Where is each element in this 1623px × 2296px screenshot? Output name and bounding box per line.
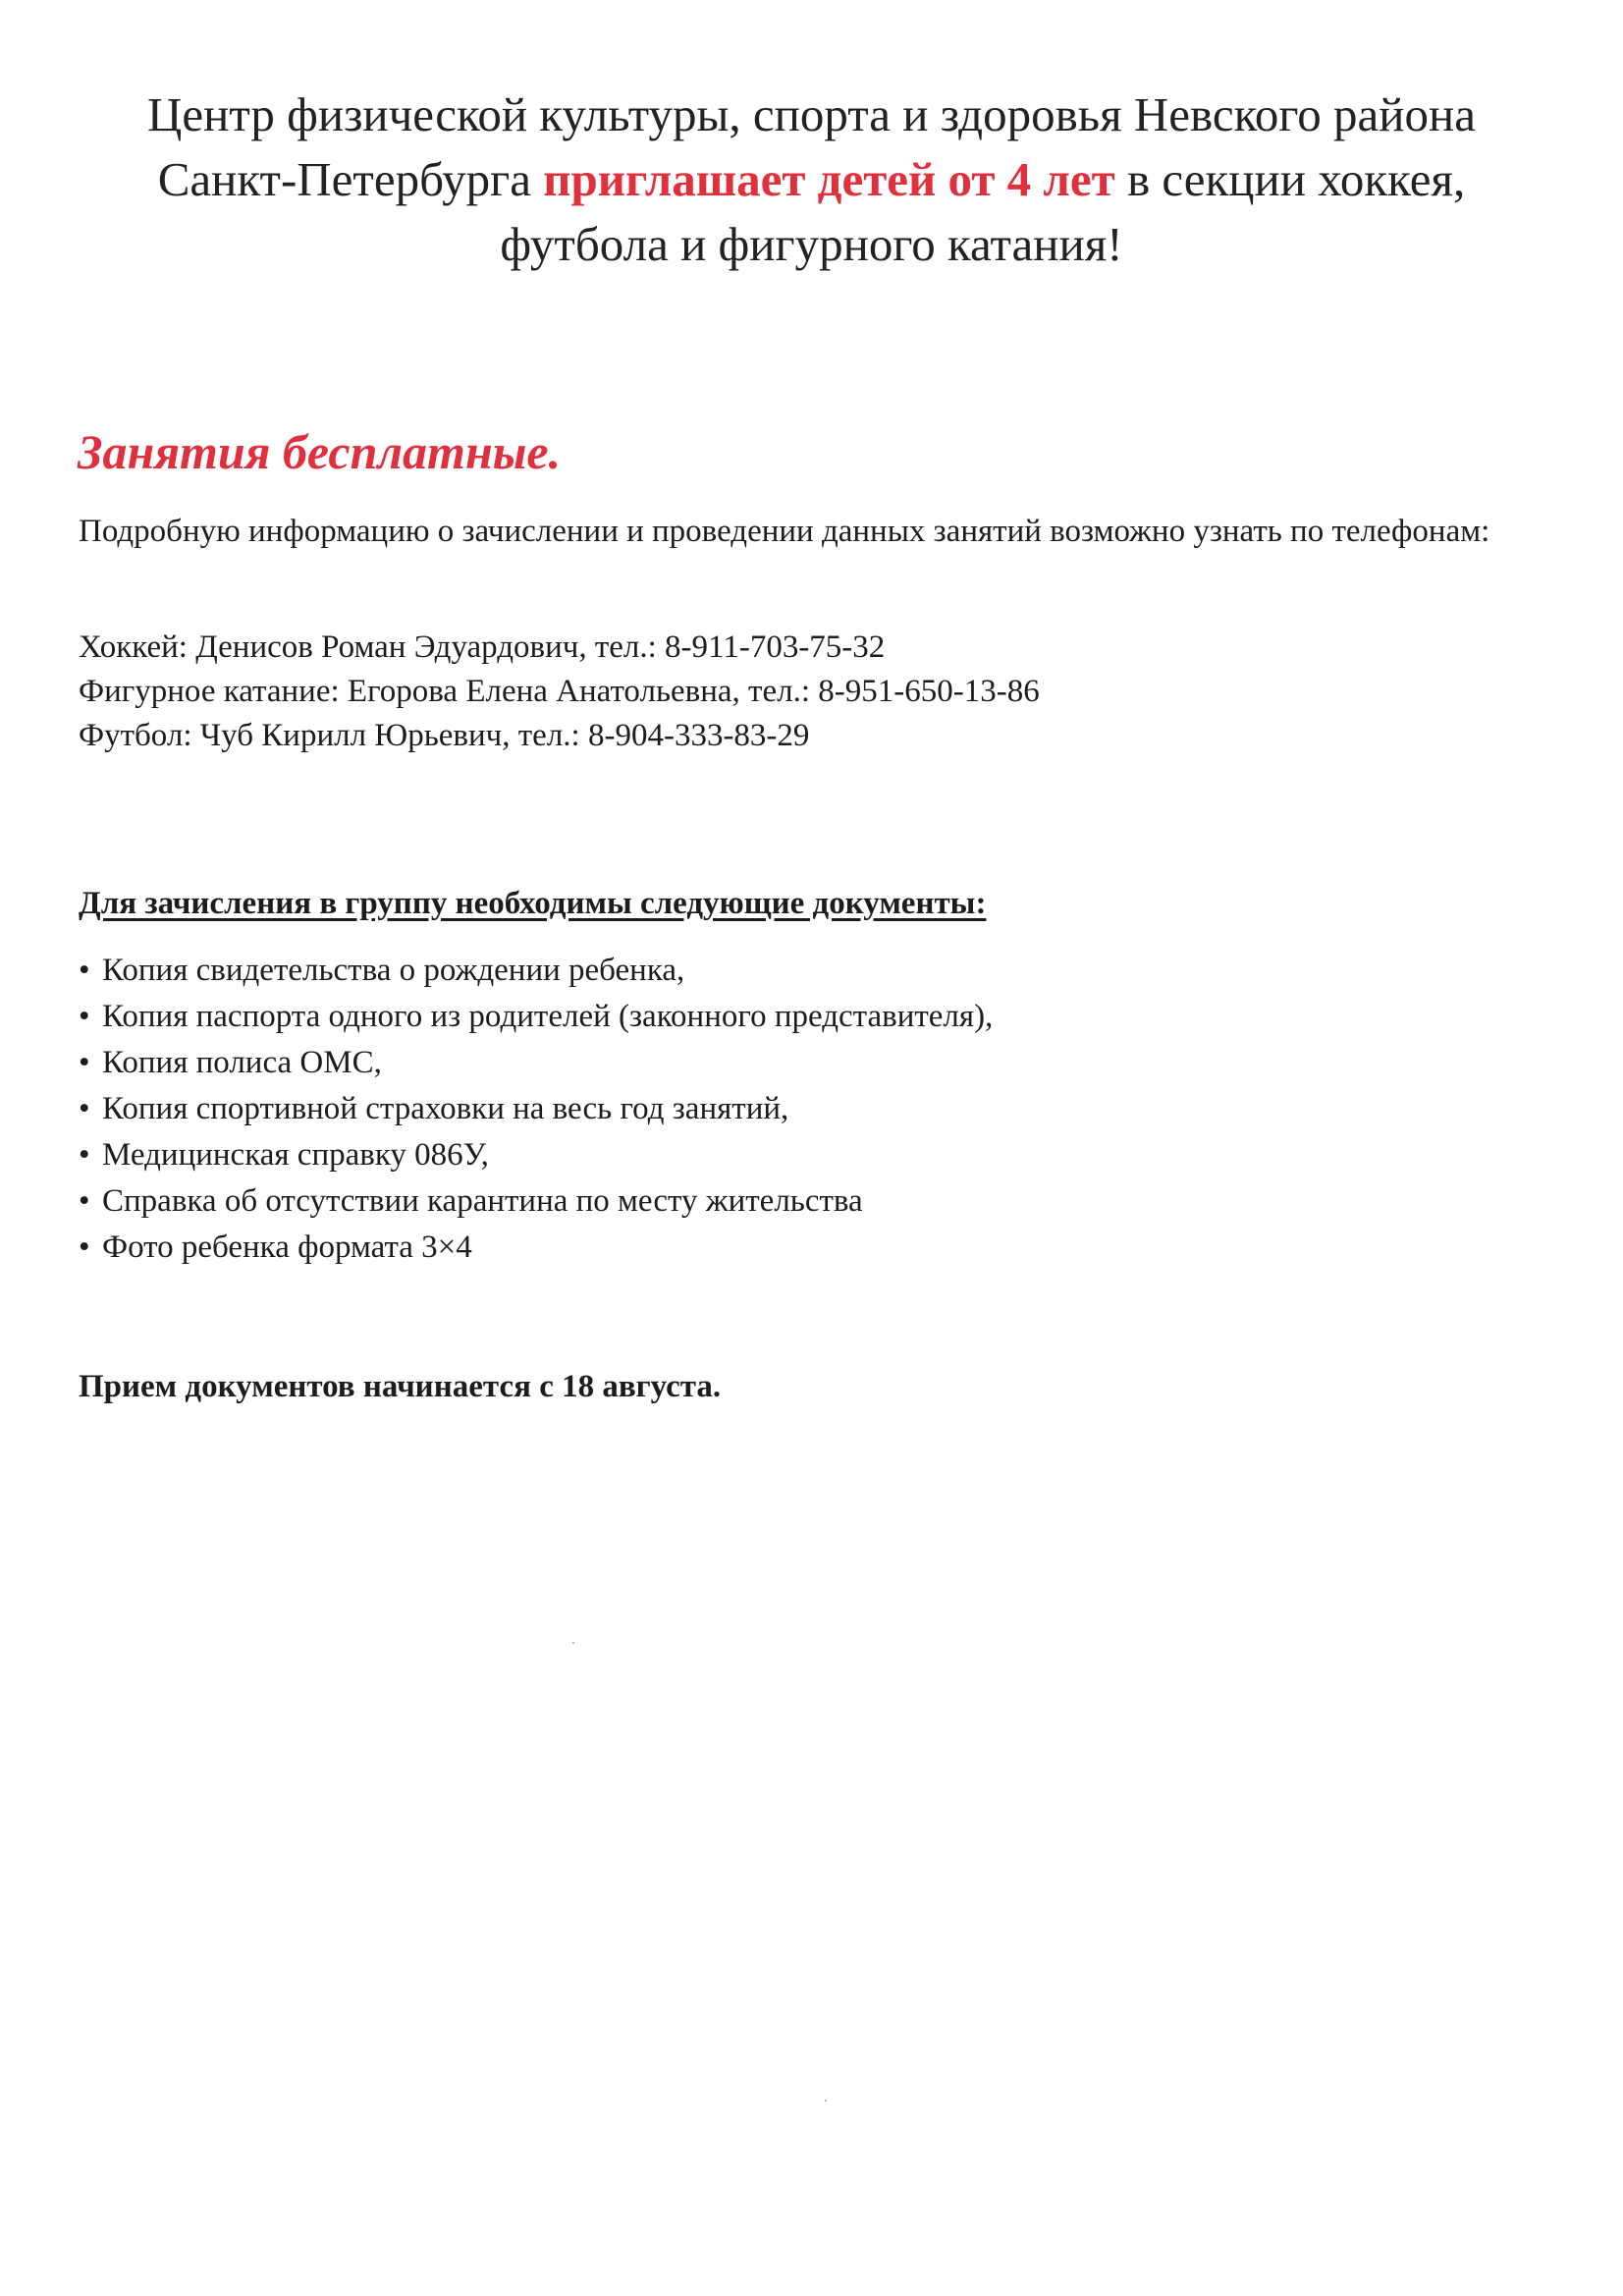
list-item-text: Копия паспорта одного из родителей (законного представителя), — [102, 999, 994, 1034]
list-item — [79, 1040, 993, 1086]
contact-list — [79, 626, 1551, 758]
list-item-text: Медицинская справку 086У, — [102, 1137, 489, 1173]
bullet-icon: • — [79, 1091, 90, 1126]
contact-hockey: Хоккей: Денисов Роман Эдуардович, тел.: 8-911-703-75-32 — [79, 629, 886, 665]
bullet-icon: • — [79, 1230, 90, 1265]
scan-speck — [825, 2100, 827, 2102]
documents-list — [79, 948, 993, 1271]
title-text-after: в секции хоккея, футбола и фигурного катания! — [500, 152, 1466, 271]
contact-football: Футбол: Чуб Кирилл Юрьевич, тел.: 8-904-333-83-29 — [79, 718, 810, 753]
list-item — [79, 1225, 993, 1271]
acceptance-date-note: Прием документов начинается с 18 августа. — [79, 1369, 722, 1404]
list-item-text: Фото ребенка формата 3×4 — [102, 1230, 472, 1265]
bullet-icon: • — [79, 1137, 90, 1173]
title-highlight: приглашает детей от 4 лет — [543, 152, 1115, 206]
list-item-text: Копия спортивной страховки на весь год занятий, — [102, 1091, 789, 1126]
list-item — [79, 1178, 993, 1225]
bullet-icon: • — [79, 999, 90, 1034]
list-item — [79, 1086, 993, 1132]
bullet-icon: • — [79, 1045, 90, 1080]
title-text-before: Центр физической культуры, спорта и здоровья Невского района Санкт-Петербурга — [146, 87, 1476, 206]
bullet-icon: • — [79, 1183, 90, 1219]
scan-speck — [572, 1642, 574, 1644]
list-item — [79, 994, 993, 1040]
contact-figure-skating: Фигурное катание: Егорова Елена Анатольевна, тел.: 8-951-650-13-86 — [79, 674, 1040, 709]
page-title — [88, 82, 1535, 277]
bullet-icon: • — [79, 953, 90, 988]
documents-heading: Для зачисления в группу необходимы следующие документы: — [79, 886, 987, 921]
list-item — [79, 1132, 993, 1178]
list-item — [79, 948, 993, 994]
list-item-text: Копия полиса ОМС, — [102, 1045, 382, 1080]
list-item-text: Копия свидетельства о рождении ребенка, — [102, 953, 685, 988]
free-classes-notice: Занятия бесплатные. — [78, 424, 562, 479]
list-item-text: Справка об отсутствии карантина по месту жительства — [102, 1183, 863, 1219]
intro-paragraph: Подробную информацию о зачислении и проведении данных занятий возможно узнать по телефонам: — [79, 514, 1490, 549]
